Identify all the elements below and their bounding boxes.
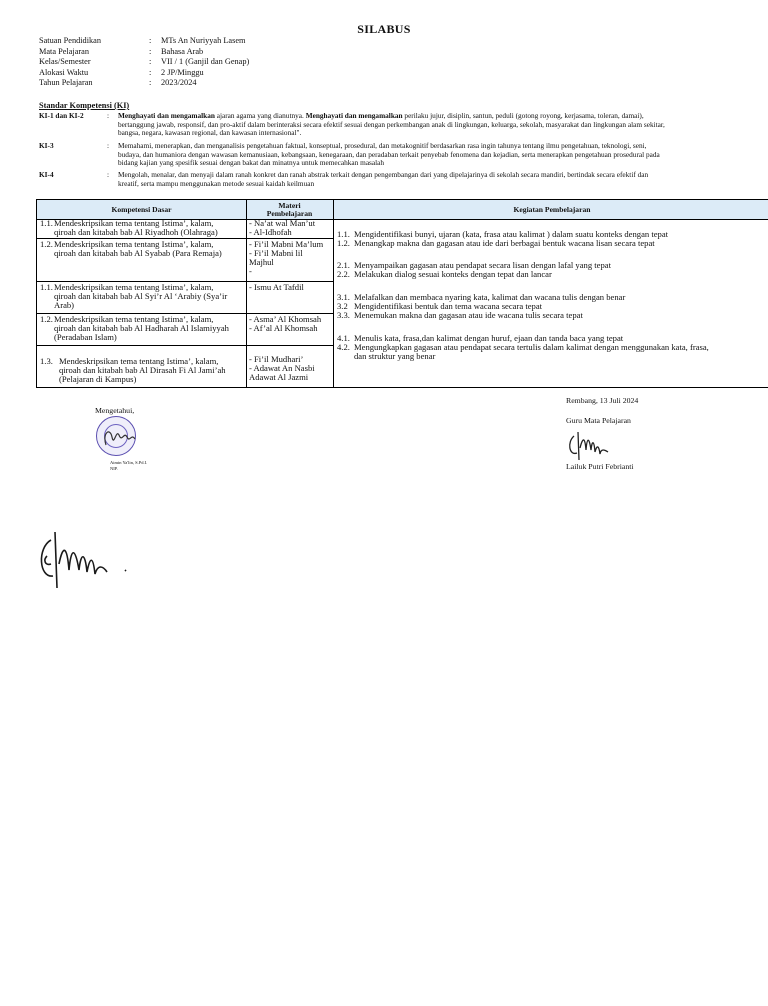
- teacher-signature-block: Rembang, 13 Juli 2024 Guru Mata Pelajaran Lailuk Putri Febrianti: [566, 396, 639, 471]
- identity-row: Tahun Pelajaran : 2023/2024: [39, 78, 197, 88]
- kd-row: 1.2. Mendeskripsikan tema tentang Istima’, kalam, qiroah dan kitabah bab Al Hadharah Al Islamiyyah (Peradaban Islam): [40, 314, 229, 342]
- identity-block: [39, 36, 249, 89]
- list-item: 2.2. Melakukan dialog sesuai konteks dengan tepat dan lancar: [337, 269, 552, 279]
- kegiatan-list: [337, 261, 757, 279]
- kd-row: 1.3. Mendeskripsikan tema tentang Istima’, kalam, qiroah dan kitabah bab Al Dirasah Fi Al Jami’ah (Pelajaran di Kampus): [40, 356, 226, 384]
- row-divider: [37, 345, 333, 346]
- list-item: 4.2. Mengungkapkan gagasan atau pendapat secara tertulis dalam kalimat dengan menggunakan kata, frasa, dan struktur yang benar: [337, 342, 709, 361]
- identity-row: Kelas/Semester : VII / 1 (Ganjil dan Genap): [39, 57, 250, 67]
- list-item: 1.2. Menangkap makna dan gagasan atau ide dari berbagai bentuk wacana lisan secara tepat: [337, 238, 655, 248]
- kegiatan-list: [337, 230, 757, 248]
- materi-cell: - Fi’il Mudhari’ - Adawat An Nasbi Adawat Al Jazmi: [249, 354, 315, 382]
- header-materi: Materi Pembelajaran: [246, 200, 333, 220]
- identity-row: Mata Pelajaran : Bahasa Arab: [39, 46, 204, 56]
- kd-row: 1.1. Mendeskripsikan tema tentang Istima’, kalam, qiroah dan kitabah bab Al Syi’r Al ‘Arabiy (Sya’ir Arab): [40, 282, 228, 310]
- kd-row: 1.1. Mendeskripsikan tema tentang Istima’, kalam, qiroah dan kitabah bab Al Riyadhoh (Olahraga): [40, 218, 218, 237]
- ki-3-block: KI-3 : Memahami, menerapkan, dan menganalisis pengetahuan faktual, konseptual, prosedural, dan metakognitif berdasarkan rasa ingin tahunya tentang ilmu pengetahuan, teknologi, seni, budaya, dan humaniora dengan wawasan kemanusiaan, kebangsaan, kenegaraan, dan peradaban terkait penyebab fenomena dan kejadian, serta menerapkan pengetahuan prosedural pada bidang kajian yang spesifik sesuai dengan bakat dan minatnya untuk memecahkan masalah: [39, 141, 660, 167]
- large-signature: [35, 526, 135, 596]
- column-divider: [333, 200, 334, 387]
- teacher-signature: [565, 426, 617, 464]
- materi-cell: - Fi’il Mabni Ma’lum - Fi’il Mabni lil Majhul -: [249, 239, 324, 276]
- headmaster-name: Aimin Ya'lin, S.Pd.I. NIP.: [110, 460, 148, 471]
- materi-cell: - Na’at wal Man’ut - Al-Idhofah: [249, 218, 316, 237]
- list-item: 3.2 Mengidentifikasi bentuk dan tema wacana secara tepat: [337, 301, 543, 311]
- materi-cell: - Ismu At Tafdil: [249, 282, 304, 292]
- column-divider: [246, 200, 247, 387]
- ki-heading: Standar Kompetensi (KI): [39, 101, 130, 110]
- header-kegiatan: Kegiatan Pembelajaran: [333, 200, 768, 220]
- kd-row: 1.2. Mendeskripsikan tema tentang Istima’, kalam, qiroah dan kitabah bab Al Syabab (Para Remaja): [40, 239, 222, 258]
- acknowledgement-label: Mengetahui,: [95, 406, 135, 415]
- list-item: 1.1. Mengidentifikasi bunyi, ujaran (kata, frasa atau kalimat ) dalam suatu konteks dengan tepat: [337, 229, 669, 239]
- materi-cell: - Asma’ Al Khomsah - Af’al Al Khomsah: [249, 314, 322, 333]
- identity-row: Satuan Pendidikan : MTs An Nuriyyah Lasem: [39, 36, 246, 45]
- identity-row: Alokasi Waktu : 2 JP/Minggu: [39, 67, 204, 77]
- list-item: 3.3. Menemukan makna dan gagasan atau ide wacana tulis secara tepat: [337, 310, 583, 320]
- kegiatan-list: [337, 293, 757, 320]
- list-item: 3.1. Melafalkan dan membaca nyaring kata, kalimat dan wacana tulis dengan benar: [337, 292, 626, 302]
- header-kompetensi-dasar: Kompetensi Dasar: [37, 200, 246, 220]
- headmaster-signature: [100, 423, 140, 453]
- page-title: SILABUS: [357, 22, 411, 36]
- ki-4-block: KI-4 : Mengolah, menalar, dan menyaji dalam ranah konkret dan ranah abstrak terkait dengan pengembangan dari yang dipelajarinya di sekolah secara mandiri, bertindak secara efektif dan kreatif, serta mampu menggunakan metode sesuai kaidah keilmuan: [39, 170, 649, 188]
- kegiatan-list: [337, 334, 757, 361]
- list-item: 2.1. Menyampaikan gagasan atau pendapat secara lisan dengan lafal yang tepat: [337, 260, 611, 270]
- list-item: 4.1. Menulis kata, frasa,dan kalimat dengan huruf, ejaan dan tanda baca yang tepat: [337, 333, 624, 343]
- ki-1-2-block: KI-1 dan KI-2 : Menghayati dan mengamalkan ajaran agama yang dianutnya. Menghayati dan mengamalkan perilaku jujur, disiplin, santun, peduli (gotong royong, kerjasama, toleran, damai), bertanggung jawab, responsif, dan pro-aktif dalam berinteraksi secara efektif sesuai dengan perkembangan anak di lingkungan, keluarga, sekolah, masyarakat dan lingkungan alam sekitar, bangsa, negara, kawasan regional, dan kawasan internasional".: [39, 111, 665, 137]
- syllabus-table: [36, 199, 768, 388]
